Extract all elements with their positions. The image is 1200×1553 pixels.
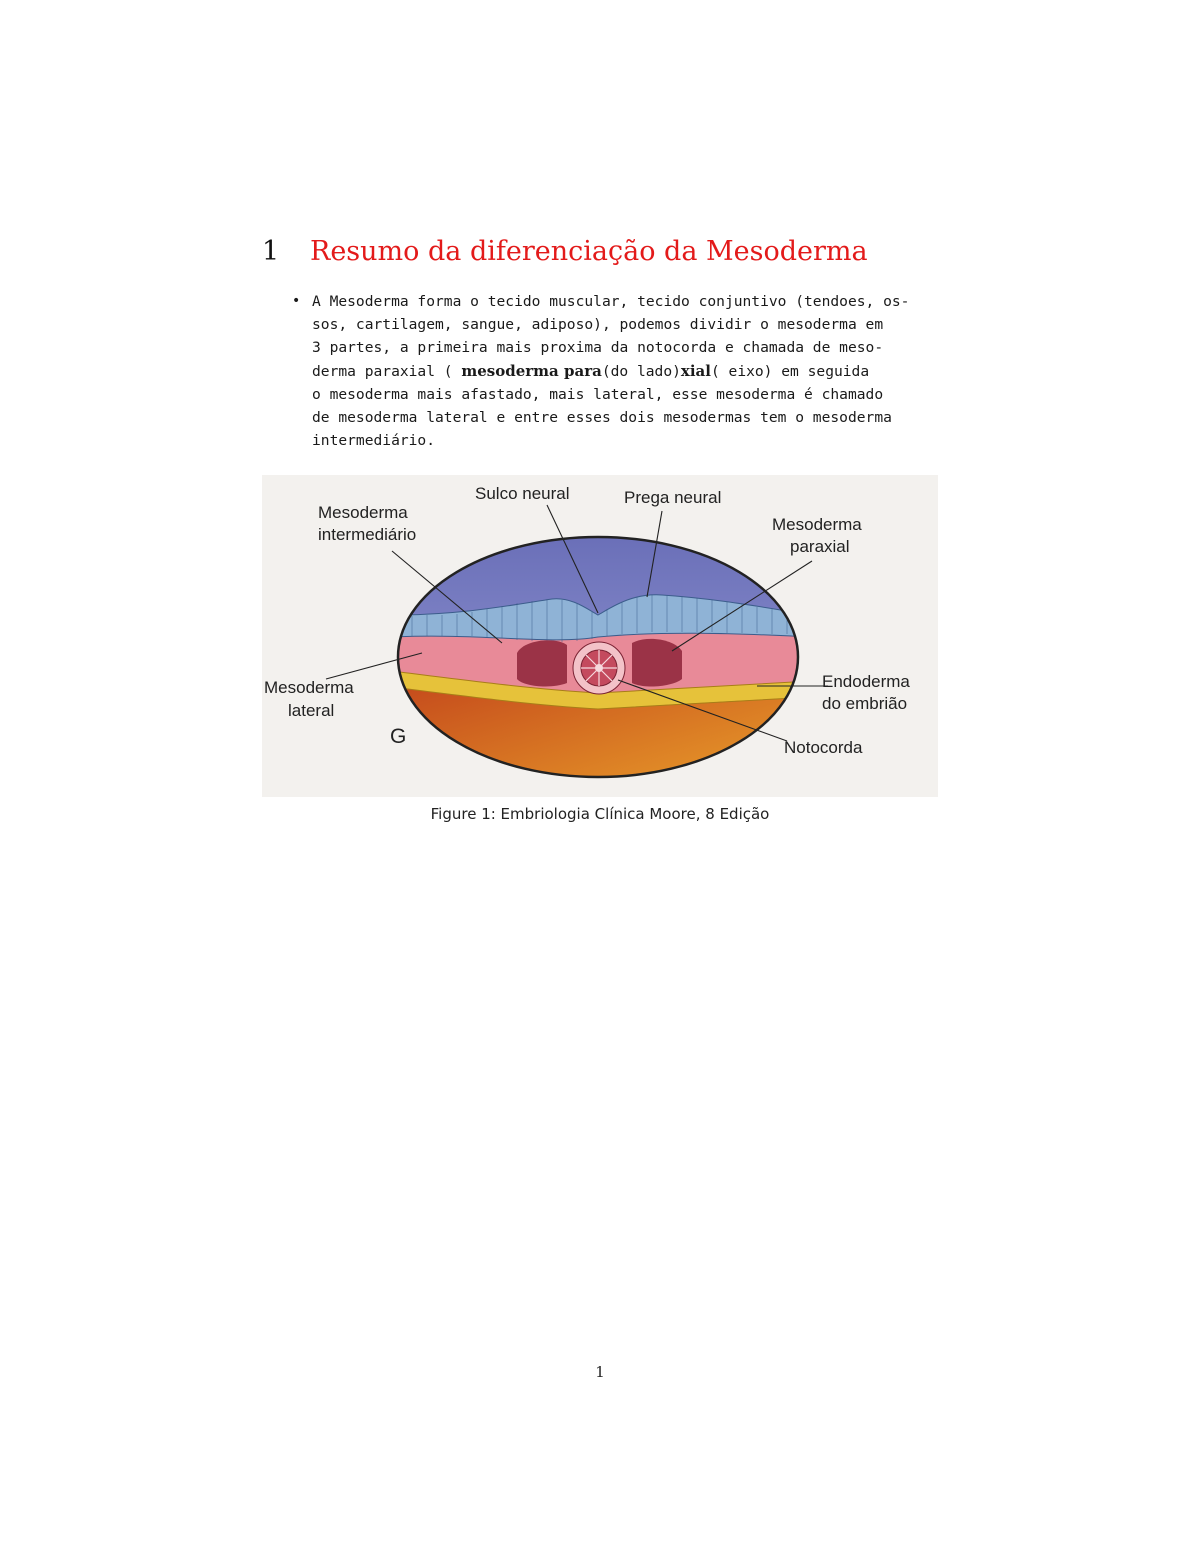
label-mesoderma-paraxial-line1: Mesoderma [772,515,862,534]
label-mesoderma-paraxial-line2: paraxial [790,537,850,556]
bold-term-para: mesoderma para [461,361,602,380]
label-panel-letter: G [390,725,407,748]
bullet-list [290,290,920,452]
text-fragment: ( eixo) em seguida [710,362,870,380]
text-line: intermediário. [312,432,436,450]
embryo-illustration [262,475,938,797]
bold-term-xial: xial [680,361,711,380]
notochord [573,642,625,694]
bullet-item-mesoderma [290,290,920,452]
label-mesoderma-lateral-line1: Mesoderma [264,678,354,697]
label-notocorda: Notocorda [784,738,863,757]
text-line: o mesoderma mais afastado, mais lateral, esse mesoderma é chamado [312,385,884,403]
text-fragment: (do lado) [601,362,681,380]
paraxial-mesoderm-right [632,639,682,687]
label-mesoderma-lateral-line2: lateral [288,701,335,720]
page-number: 1 [595,1363,605,1381]
bullet-dot-icon: • [292,293,301,309]
label-mesoderma-intermediario-line2: intermediário [318,525,417,544]
paraxial-mesoderm-left [517,640,567,686]
section-heading [262,236,962,267]
text-line: sos, cartilagem, sangue, adiposo), podemos dividir o mesoderma em [312,316,884,334]
label-sulco-neural: Sulco neural [475,484,570,503]
text-fragment: derma paraxial ( [312,362,462,380]
figure-embryo-cross-section [262,475,938,797]
section-title-text: Resumo da diferenciação da Mesoderma [310,236,868,267]
text-line: A Mesoderma forma o tecido muscular, tecido conjuntivo (tendoes, os- [312,293,910,310]
label-prega-neural: Prega neural [624,488,722,507]
text-line: de mesoderma lateral e entre esses dois mesodermas tem o mesoderma [312,409,892,427]
label-mesoderma-intermediario-line1: Mesoderma [318,503,408,522]
figure-caption: Figure 1: Embriologia Clínica Moore, 8 Edição [430,805,770,823]
label-endoderma-line1: Endoderma [822,672,910,691]
label-endoderma-line2: do embrião [822,694,908,713]
text-line-paraxial [312,360,920,383]
section-number: 1 [262,236,280,267]
text-line: 3 partes, a primeira mais proxima da notocorda e chamada de meso- [312,339,884,357]
